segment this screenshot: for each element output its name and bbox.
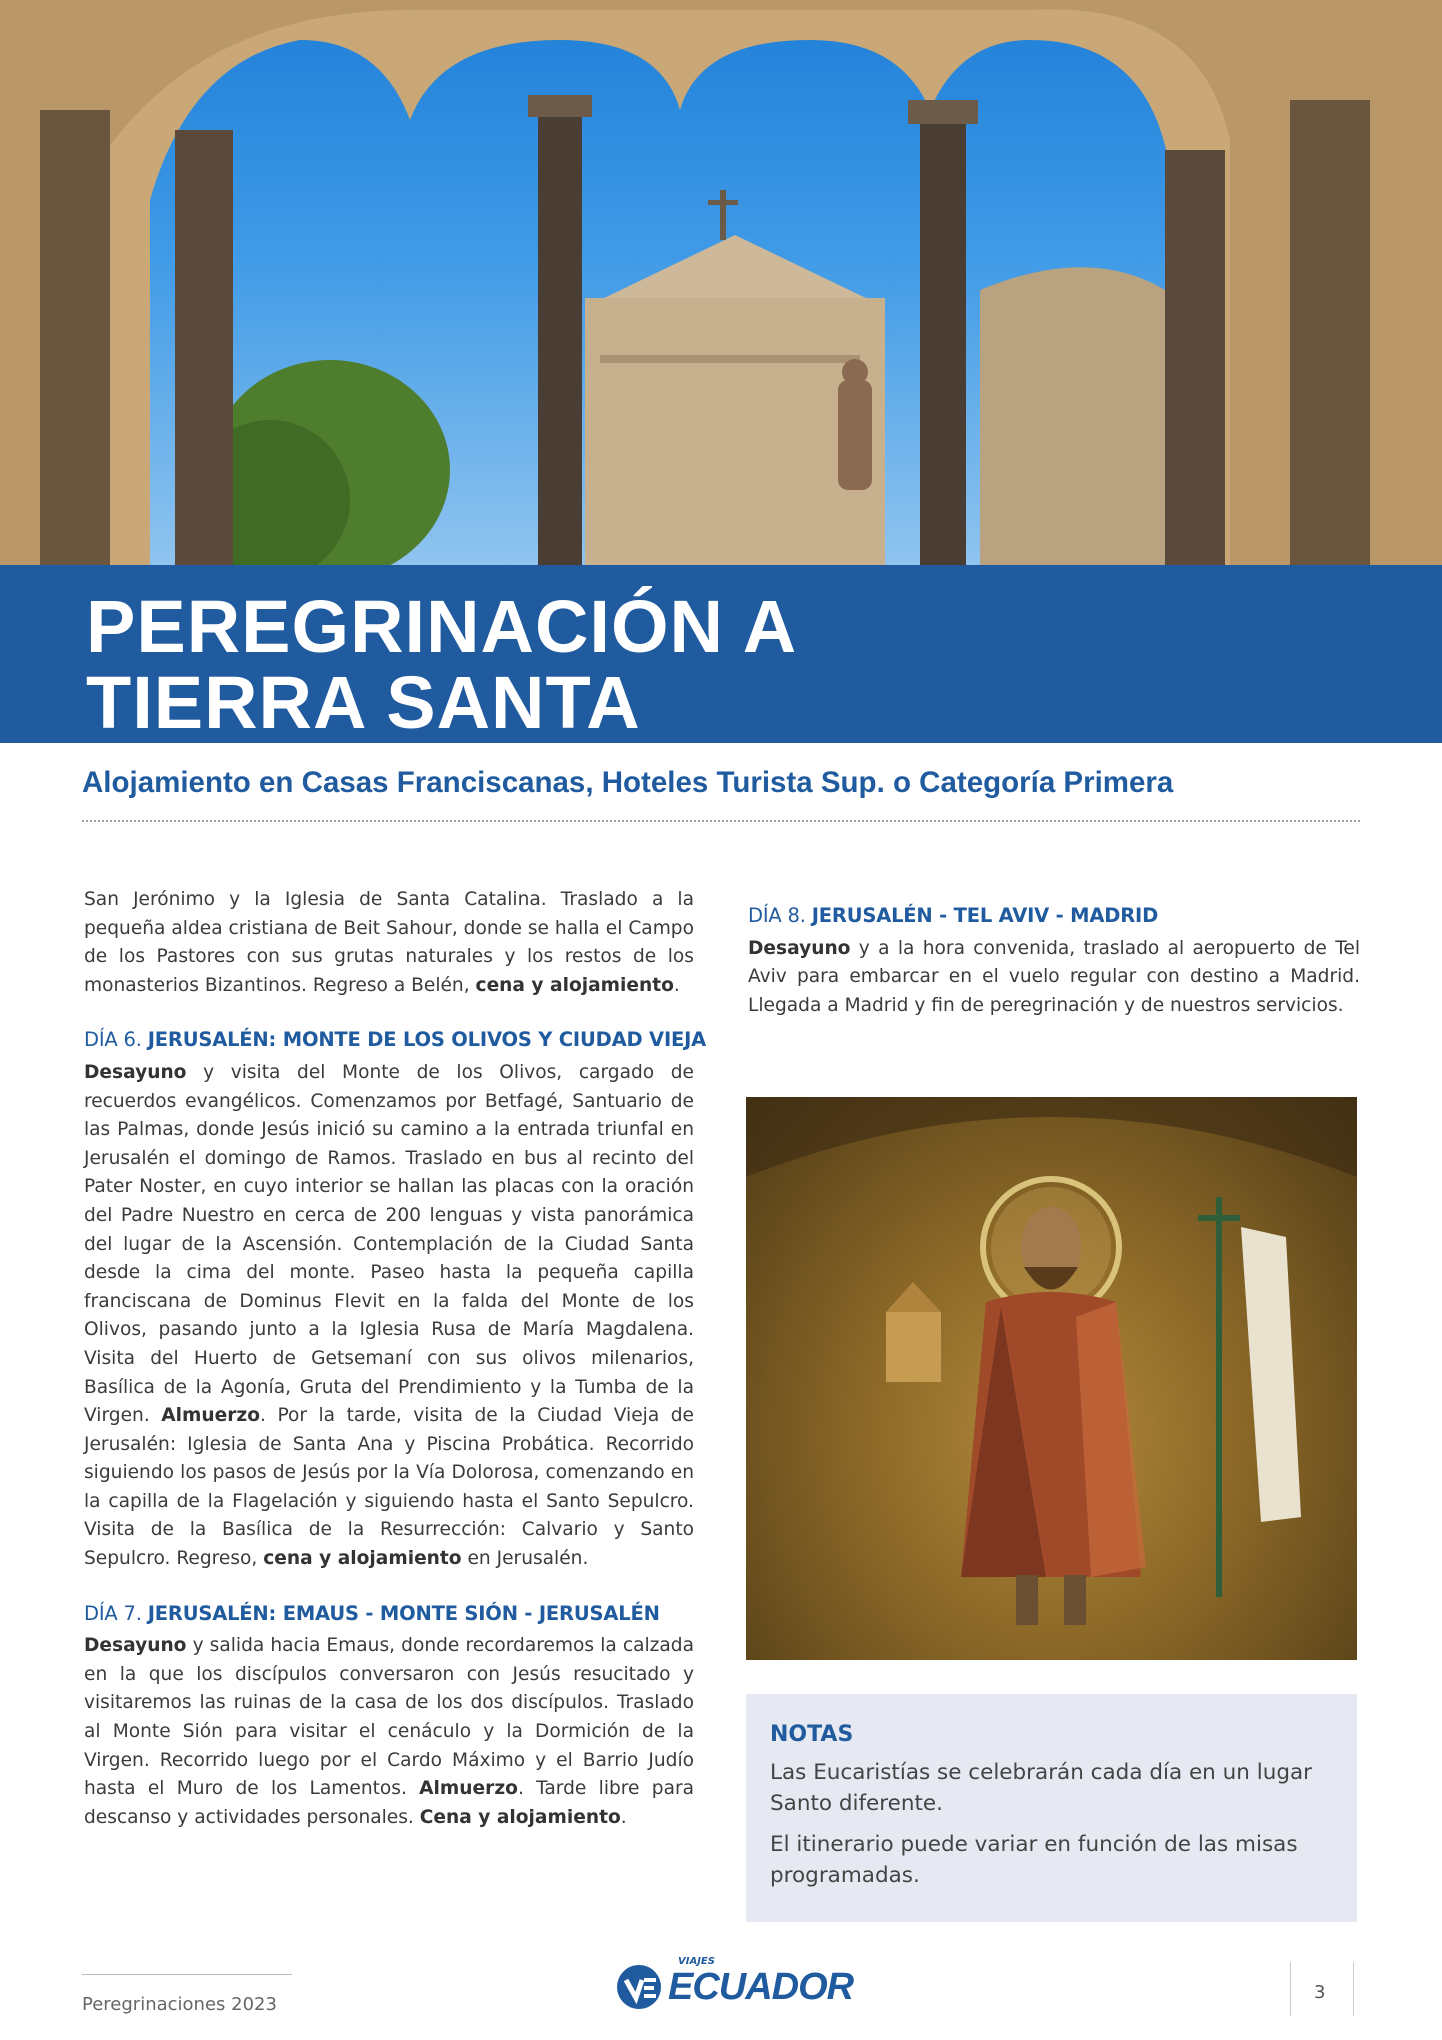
left-column [84,886,707,1832]
page-number: 3 [1314,1982,1326,2003]
page-number-rule-left [1290,1962,1291,2016]
notes-line-2: El itinerario puede variar en función de las misas programadas. [770,1832,1298,1888]
page-number-rule-right [1353,1962,1354,2016]
intro-paragraph: San Jerónimo y la Iglesia de Santa Catalina. Traslado a la pequeña aldea cristiana de Beit Sahour, donde se halla el Campo de los Pastores con sus grutas naturales y los restos de los monasterios Bizantinos. Regreso a Belén, cena y alojamiento. [84,889,694,996]
page-title [86,585,798,744]
mosaic-image [746,1097,1357,1660]
day7-heading: DÍA 7. JERUSALÉN: EMAUS - MONTE SIÓN - JERUSALÉN [84,1601,660,1625]
logo-mark-icon [612,1958,666,2012]
saint-mosaic-illustration [746,1097,1357,1660]
dotted-divider [82,820,1360,822]
title-line-2: TIERRA SANTA [86,661,641,744]
logo-small-text: VIAJES [678,1956,715,1967]
day6-heading: DÍA 6. JERUSALÉN: MONTE DE LOS OLIVOS Y CIUDAD VIEJA [84,1028,707,1052]
day6-paragraph: Desayuno y visita del Monte de los Olivos, cargado de recuerdos evangélicos. Comenzamos por Betfagé, Santuario de las Palmas, donde Jesús inició su camino a la entrada triunfal en Jerusalén el domingo de Ramos. Traslado en bus al recinto del Pater Noster, en cuyo interior se hallan las placas con la oración del Padre Nuestro en cerca de 200 lenguas y vista panorámica del lugar de la Ascensión. Contemplación de la Ciudad Santa desde la cima del monte. Paseo hasta la pequeña capilla franciscana de Dominus Flevit en la falda del Monte de los Olivos, pasando junto a la Iglesia Rusa de María Magdalena. Visita del Huerto de Getsemaní con sus olivos milenarios, Basílica de la Agonía, Gruta del Prendimiento y la Tumba de la Virgen. Almuerzo. Por la tarde, visita de la Ciudad Vieja de Jerusalén: Iglesia de Santa Ana y Piscina Probática. Recorrido siguiendo los pasos de Jesús por la Vía Dolorosa, comenzando en la capilla de la Flagelación y siguiendo hasta el Santo Sepulcro. Visita de la Basílica de la Resurrección: Calvario y Santo Sepulcro. Regreso, cena y alojamiento en Jerusalén. [84,1061,694,1570]
notes-title: NOTAS [770,1722,854,1747]
hero-photo [0,0,1442,565]
title-line-1: PEREGRINACIÓN A [86,585,798,668]
viajes-ecuador-logo [612,1956,854,2016]
title-band [0,565,1442,743]
cloister-arches-illustration [0,0,1442,565]
day8-heading: DÍA 8. JERUSALÉN - TEL AVIV - MADRID [748,904,1159,927]
notes-line-1: Las Eucaristías se celebrarán cada día en un lugar Santo diferente. [770,1760,1312,1816]
right-column [748,902,1360,1020]
notes-box [746,1694,1357,1922]
logo-brand-text: ECUADOR [668,1966,854,2008]
footer-publication: Peregrinaciones 2023 [82,1994,277,2015]
day7-paragraph: Desayuno y salida hacia Emaus, donde recordaremos la calzada en la que los discípulos conversaron con Jesús resucitado y visitaremos las ruinas de la casa de los dos discípulos. Traslado al Monte Sión para visitar el cenáculo y la Dormición de la Virgen. Recorrido luego por el Cardo Máximo y el Barrio Judío hasta el Muro de los Lamentos. Almuerzo. Tarde libre para descanso y actividades personales. Cena y alojamiento. [84,1635,694,1828]
day8-paragraph: Desayuno y a la hora convenida, traslado al aeropuerto de Tel Aviv para embarcar en el vuelo regular con destino a Madrid. Llegada a Madrid y fin de peregrinación y de nuestros servicios. [748,937,1360,1016]
footer-rule [82,1974,292,1975]
subtitle: Alojamiento en Casas Franciscanas, Hoteles Turista Sup. o Categoría Primera [82,766,1174,799]
